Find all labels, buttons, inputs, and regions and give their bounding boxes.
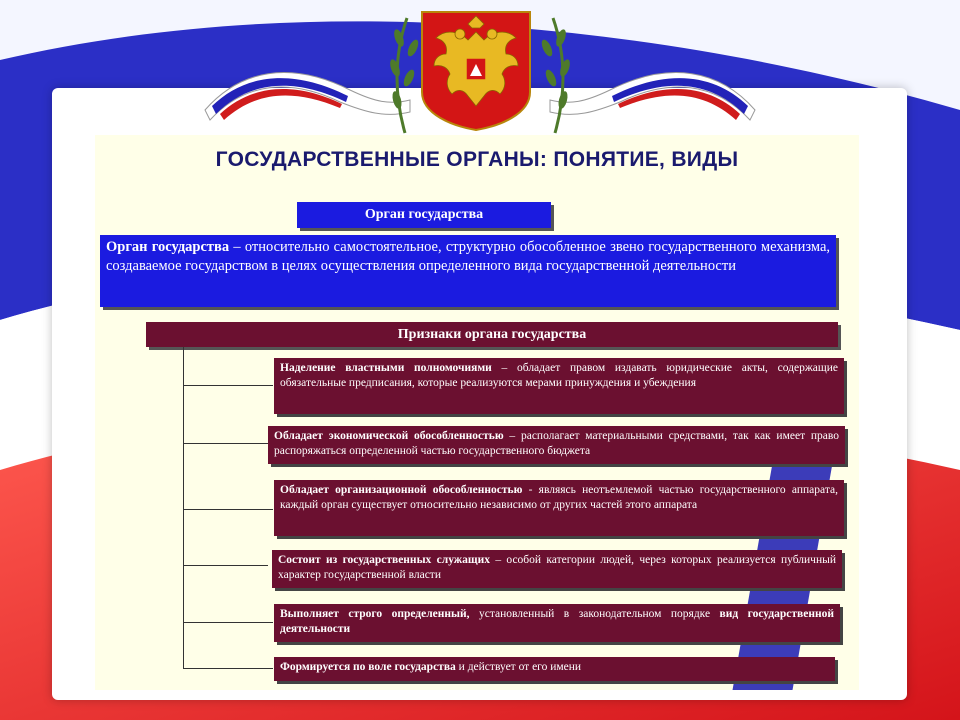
page-title: ГОСУДАРСТВЕННЫЕ ОРГАНЫ: ПОНЯТИЕ, ВИДЫ [215,148,739,171]
sign-item [274,657,835,681]
sign-item-text: – располагает материальными средствами, так как имеет право распоряжаться определенной частью государственного бюджета [274,430,839,457]
sign-item-text: - являясь неотъемлемой частью государственного аппарата, каждый орган существует относительно независимо от других частей этого аппарата [280,484,838,511]
sign-item [274,358,844,414]
definition-heading: Орган государства [297,202,551,228]
sign-item [272,550,842,588]
definition-box [100,235,836,307]
sign-item-bold: Формируется по воле государства [280,661,456,673]
definition-term: Орган государства [106,239,230,255]
sign-item [274,604,840,642]
signs-heading: Признаки органа государства [146,322,838,347]
sign-item-text: и действует от его имени [455,661,582,673]
sign-item-text: установленный в законодательном порядке [469,608,720,620]
sign-item [268,426,845,464]
definition-text: – относительно самостоятельное, структурно обособленное звено государственного механизма, создаваемое государством в целях осуществления определенного вида государственной деятельности [106,239,831,274]
sign-item-text: – обладает правом издавать юридические акты, содержащие обязательные предписания, которые реализуются мерами принуждения и убеждения [280,362,838,389]
sign-item-bold: Состоит из государственных служащих [278,554,490,566]
sign-item-text: – особой категории людей, через которых реализуется публичный характер государственной власти [278,554,836,581]
connector-branch [183,509,273,510]
connector-line [183,347,184,669]
sign-item-bold: Наделение властными полномочиями [280,362,492,374]
connector-branch [183,565,268,566]
slide-content [95,135,859,690]
sign-item-bold: вид государственной деятельности [280,608,834,635]
russian-coat-of-arms-icon [420,10,532,132]
sign-item [274,480,844,536]
connector-branch [183,668,273,669]
connector-branch [183,622,273,623]
connector-branch [183,385,273,386]
sign-item-bold: Обладает организационной обособленностью [280,484,523,496]
connector-branch [183,443,268,444]
sign-item-bold: Обладает экономической обособленностью [274,430,504,442]
sign-item-bold: Выполняет строго определенный, [280,608,470,620]
